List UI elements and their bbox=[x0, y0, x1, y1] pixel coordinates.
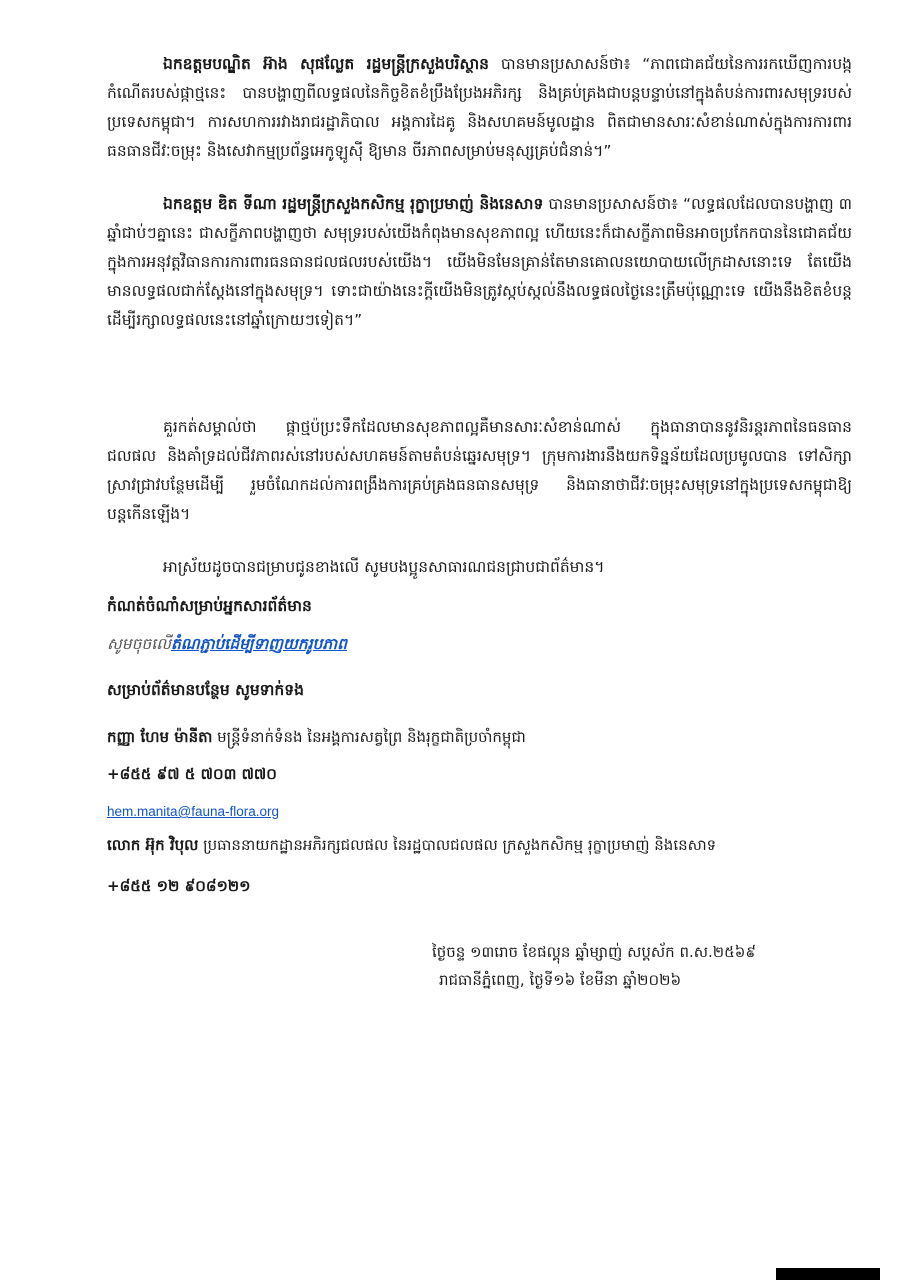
contact-person-1 bbox=[107, 728, 526, 750]
corner-bar bbox=[776, 1268, 880, 1280]
date-block bbox=[432, 938, 756, 994]
speaker-name: ឯកឧត្តម ឌិត ទីណា រដ្ឋមន្ត្រីក្រសួងកសិកម្ម រុក្ខាប្រមាញ់ និងនេសាទ bbox=[163, 195, 544, 213]
statement-environment-minister bbox=[107, 50, 852, 166]
statement-text: បានមានប្រសាសន៍ថា៖ “លទ្ធផលដែលបានបង្ហាញ ៣ ឆ្នាំជាប់ៗគ្នានេះ ជាសក្ខីភាពបង្ហាញថា សមុទ្ររបស់យើងកំពុងមានសុខភាពល្អ ហើយនេះក៏ជាសក្ខីភាពមិនអាចប្រកែកបាននៃជោគជ័យក្នុងការអនុវត្តវិធានការការពារធនធានជលផលរបស់យើង។ យើងមិនមែនគ្រាន់តែមានគោលនយោបាយលើក្រដាសនោះទេ តែយើងមានលទ្ធផលជាក់ស្តែងនៅក្នុងសមុទ្រ។ ទោះជាយ៉ាងនេះក្តីយើងមិនត្រូវស្កប់ស្កល់នឹងលទ្ធផលថ្ងៃនេះត្រឹមប៉ុណ្ណោះទេ យើងនឹងខិតខំបន្តដើម្បីរក្សាលទ្ធផលនេះនៅឆ្នាំក្រោយៗទៀត។” bbox=[107, 195, 853, 329]
media-note-prefix: សូមចុចលើ bbox=[107, 635, 171, 653]
contact-name: កញ្ញា ហែម ម៉ានីតា bbox=[107, 728, 213, 746]
closing-paragraph: អាស្រ័យដូចបានជម្រាបជូនខាងលើ សូមបងប្អូនសាធារណជនជ្រាបជាព័ត៌មាន។ bbox=[163, 558, 605, 576]
contact-person-2 bbox=[107, 836, 716, 858]
place-date: រាជធានីភ្នំពេញ, ថ្ងៃទី១៦ ខែមីនា ឆ្នាំ២០២៦ bbox=[439, 971, 682, 989]
contact-heading: សម្រាប់ព័ត៌មានបន្ថែម សូមទាក់ទង bbox=[107, 681, 304, 699]
note-paragraph: គួរកត់សម្គាល់ថា ផ្កាថ្មប៉ប្រះទឹកដែលមានសុខភាពល្អគឺមានសារៈសំខាន់ណាស់ ក្នុងធានាបាននូវនិរន្តរភាពនៃធនធានជលផល និងគាំទ្រដល់ជីវភាពរស់នៅរបស់សហគមន៍តាមតំបន់ឆ្នេរសមុទ្រ។ ក្រុមការងារនឹងយកទិន្នន័យដែលប្រមូលបាន ទៅសិក្សាស្រាវជ្រាវបន្ថែមដើម្បី រួមចំណែកដល់ការពង្រឹងការគ្រប់គ្រងធនធានសមុទ្រ និងធានាថាជីវៈចម្រុះសមុទ្រនៅក្នុងប្រទេសកម្ពុជាឱ្យបន្តកើនឡើង។ bbox=[107, 418, 852, 523]
speaker-name: ឯកឧត្តមបណ្ឌិត អ៊ាង សុផល្លែត រដ្ឋមន្ត្រីក្រសួងបរិស្ថាន bbox=[163, 55, 489, 73]
contact-phone-2: +៨៥៥ ១២ ៩០៨១២១ bbox=[107, 877, 251, 895]
media-note-heading: កំណត់ចំណាំសម្រាប់អ្នកសារព័ត៌មាន bbox=[107, 597, 312, 615]
statement-text: បានមានប្រសាសន៍ថា៖ “ភាពជោគជ័យនៃការរកឃើញការបង្កកំណើតរបស់ផ្កាថ្មនេះ បានបង្ហាញពីលទ្ធផលនៃកិច្ចខិតខំប្រឹងប្រែងអភិរក្ស និងគ្រប់គ្រងជាបន្តបន្ទាប់នៅក្នុងតំបន់ការពារសមុទ្ររបស់ប្រទេសកម្ពុជា។ ការសហការរវាងរាជរដ្ឋាភិបាល អង្គការដៃគូ និងសហគមន៍មូលដ្ឋាន ពិតជាមានសារៈសំខាន់ណាស់ក្នុងការការពារធនធានជីវៈចម្រុះ និងសេវាកម្មប្រព័ន្ធអេកូឡូស៊ី ឱ្យមាន ចីរភាពសម្រាប់មនុស្សគ្រប់ជំនាន់។” bbox=[107, 55, 852, 160]
contact-phone-1: +៨៥៥ ៩៧ ៥ ៧០៣ ៧៧០ bbox=[107, 765, 277, 783]
contact-role: ប្រធាននាយកដ្ឋានអភិរក្សជលផល នៃរដ្ឋបាលជលផល ក្រសួងកសិកម្ម រុក្ខាប្រមាញ់ និងនេសាទ bbox=[198, 836, 717, 854]
download-photos-link[interactable]: តំណភ្ជាប់ដើម្បីទាញយករូបភាព bbox=[170, 635, 347, 653]
contact-name: លោក អ៊ុក វិបុល bbox=[107, 836, 199, 854]
contact-role: មន្ត្រីទំនាក់ទំនង នៃអង្គការសត្វព្រៃ និងរុក្ខជាតិប្រចាំកម្ពុជា bbox=[212, 728, 526, 746]
media-note-line bbox=[107, 634, 347, 657]
statement-agriculture-minister bbox=[107, 190, 852, 335]
contact-email-link[interactable]: hem.manita@fauna-flora.org bbox=[107, 804, 280, 819]
lunar-date: ថ្ងៃចន្ទ ១៣រោច ខែផល្គុន ឆ្នាំម្សាញ់ សប្តស័ក ព.ស.២៥៦៩ bbox=[432, 943, 757, 961]
